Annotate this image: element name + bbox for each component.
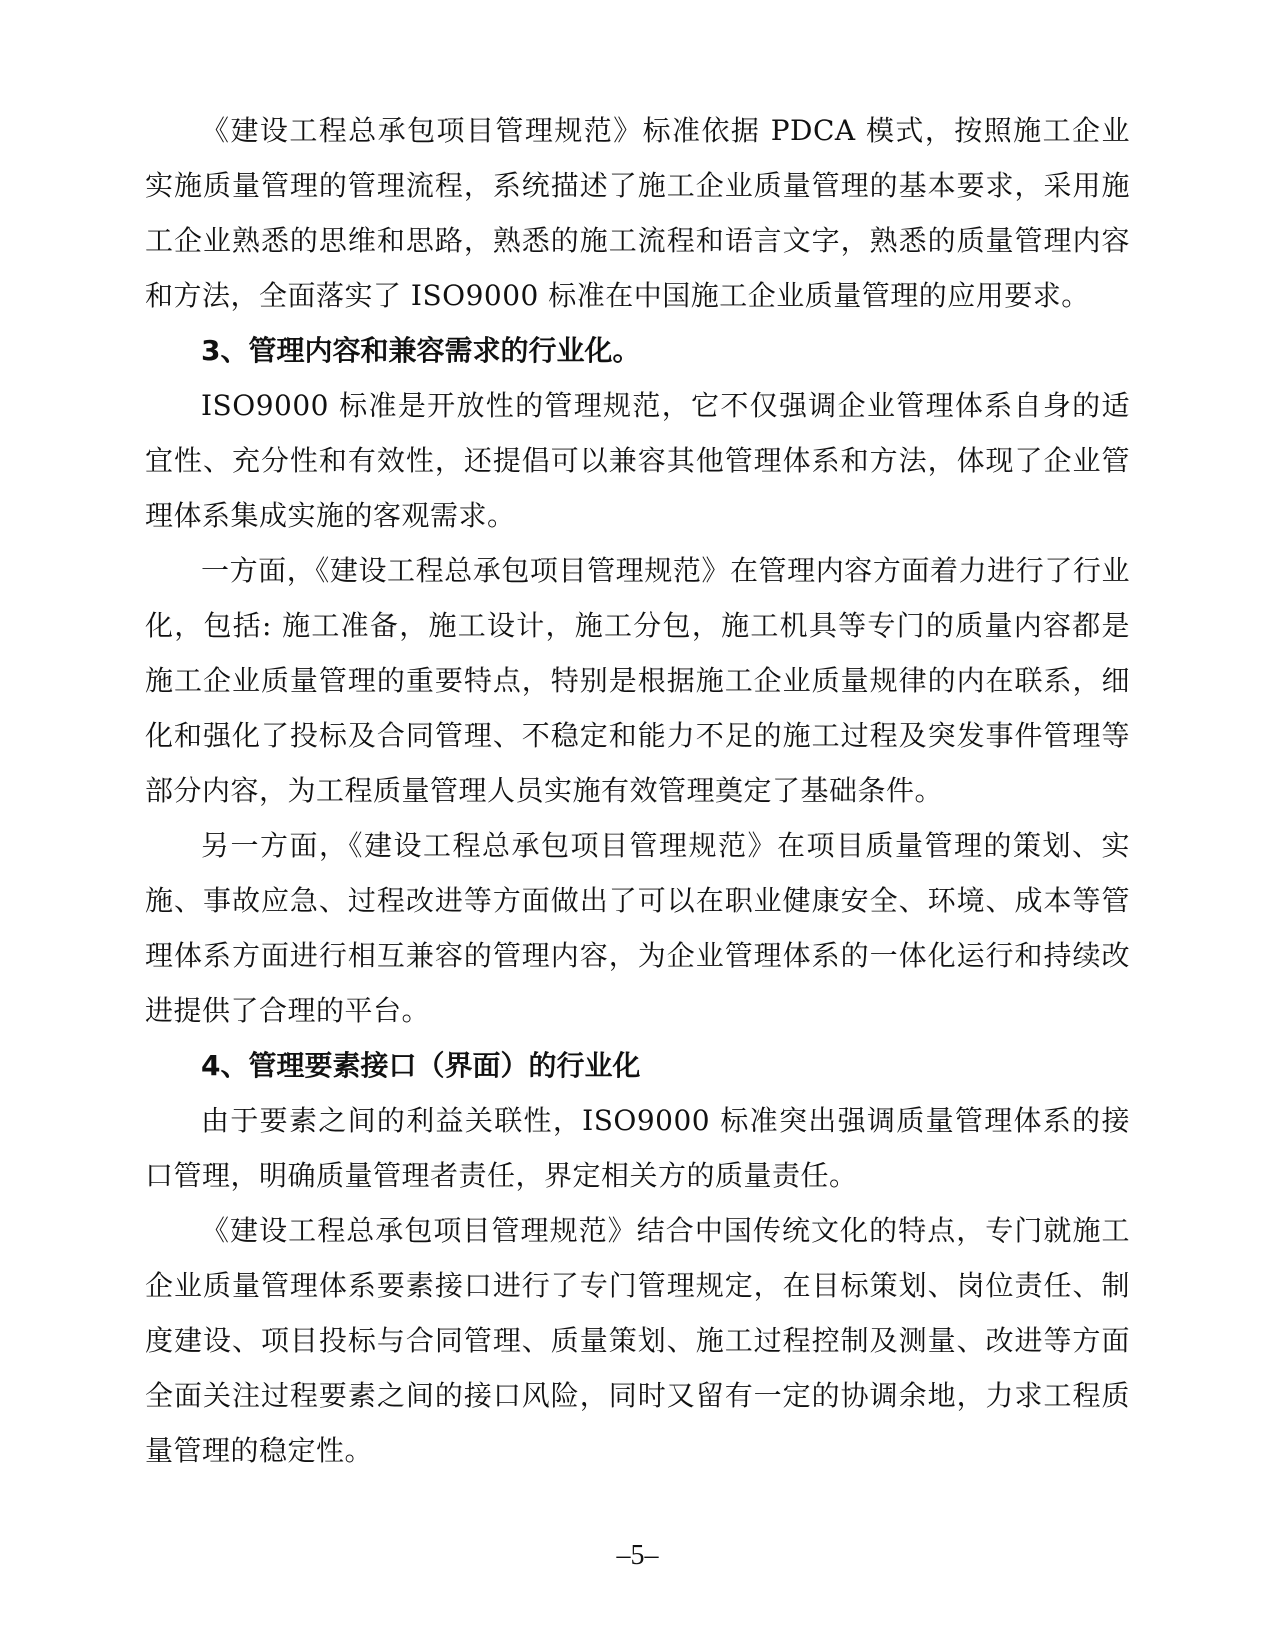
document-body <box>145 103 1130 1478</box>
paragraph-interface: 由于要素之间的利益关联性，ISO9000 标准突出强调质量管理体系的接口管理，明确质量管理者责任，界定相关方的质量责任。 <box>145 1104 1130 1192</box>
paragraph-culture: 《建设工程总承包项目管理规范》结合中国传统文化的特点，专门就施工企业质量管理体系要素接口进行了专门管理规定，在目标策划、岗位责任、制度建设、项目投标与合同管理、质量策划、施工过程控制及测量、改进等方面全面关注过程要素之间的接口风险，同时又留有一定的协调余地，力求工程质量管理的稳定性。 <box>145 1214 1130 1467</box>
paragraph-one-aspect: 一方面，《建设工程总承包项目管理规范》在管理内容方面着力进行了行业化，包括: 施工准备，施工设计，施工分包，施工机具等专门的质量内容都是施工企业质量管理的重要特点，特别是根据施工企业质量规律的内在联系，细化和强化了投标及合同管理、不稳定和能力不足的施工过程及突发事件管理等部分内容，为工程质量管理人员实施有效管理奠定了基础条件。 <box>145 554 1130 807</box>
section-heading-4: 4、管理要素接口（界面）的行业化 <box>201 1049 641 1082</box>
paragraph-pdca: 《建设工程总承包项目管理规范》标准依据 PDCA 模式，按照施工企业实施质量管理的管理流程，系统描述了施工企业质量管理的基本要求，采用施工企业熟悉的思维和思路，熟悉的施工流程和语言文字，熟悉的质量管理内容和方法，全面落实了 ISO9000 标准在中国施工企业质量管理的应用要求。 <box>145 114 1130 312</box>
paragraph-other-aspect: 另一方面，《建设工程总承包项目管理规范》在项目质量管理的策划、实施、事故应急、过程改进等方面做出了可以在职业健康安全、环境、成本等管理体系方面进行相互兼容的管理内容，为企业管理体系的一体化运行和持续改进提供了合理的平台。 <box>145 829 1130 1027</box>
paragraph-iso-open: ISO9000 标准是开放性的管理规范，它不仅强调企业管理体系自身的适宜性、充分性和有效性，还提倡可以兼容其他管理体系和方法，体现了企业管理体系集成实施的客观需求。 <box>145 389 1130 532</box>
page-number: –5– <box>616 1540 659 1571</box>
section-heading-3: 3、管理内容和兼容需求的行业化。 <box>201 334 641 367</box>
